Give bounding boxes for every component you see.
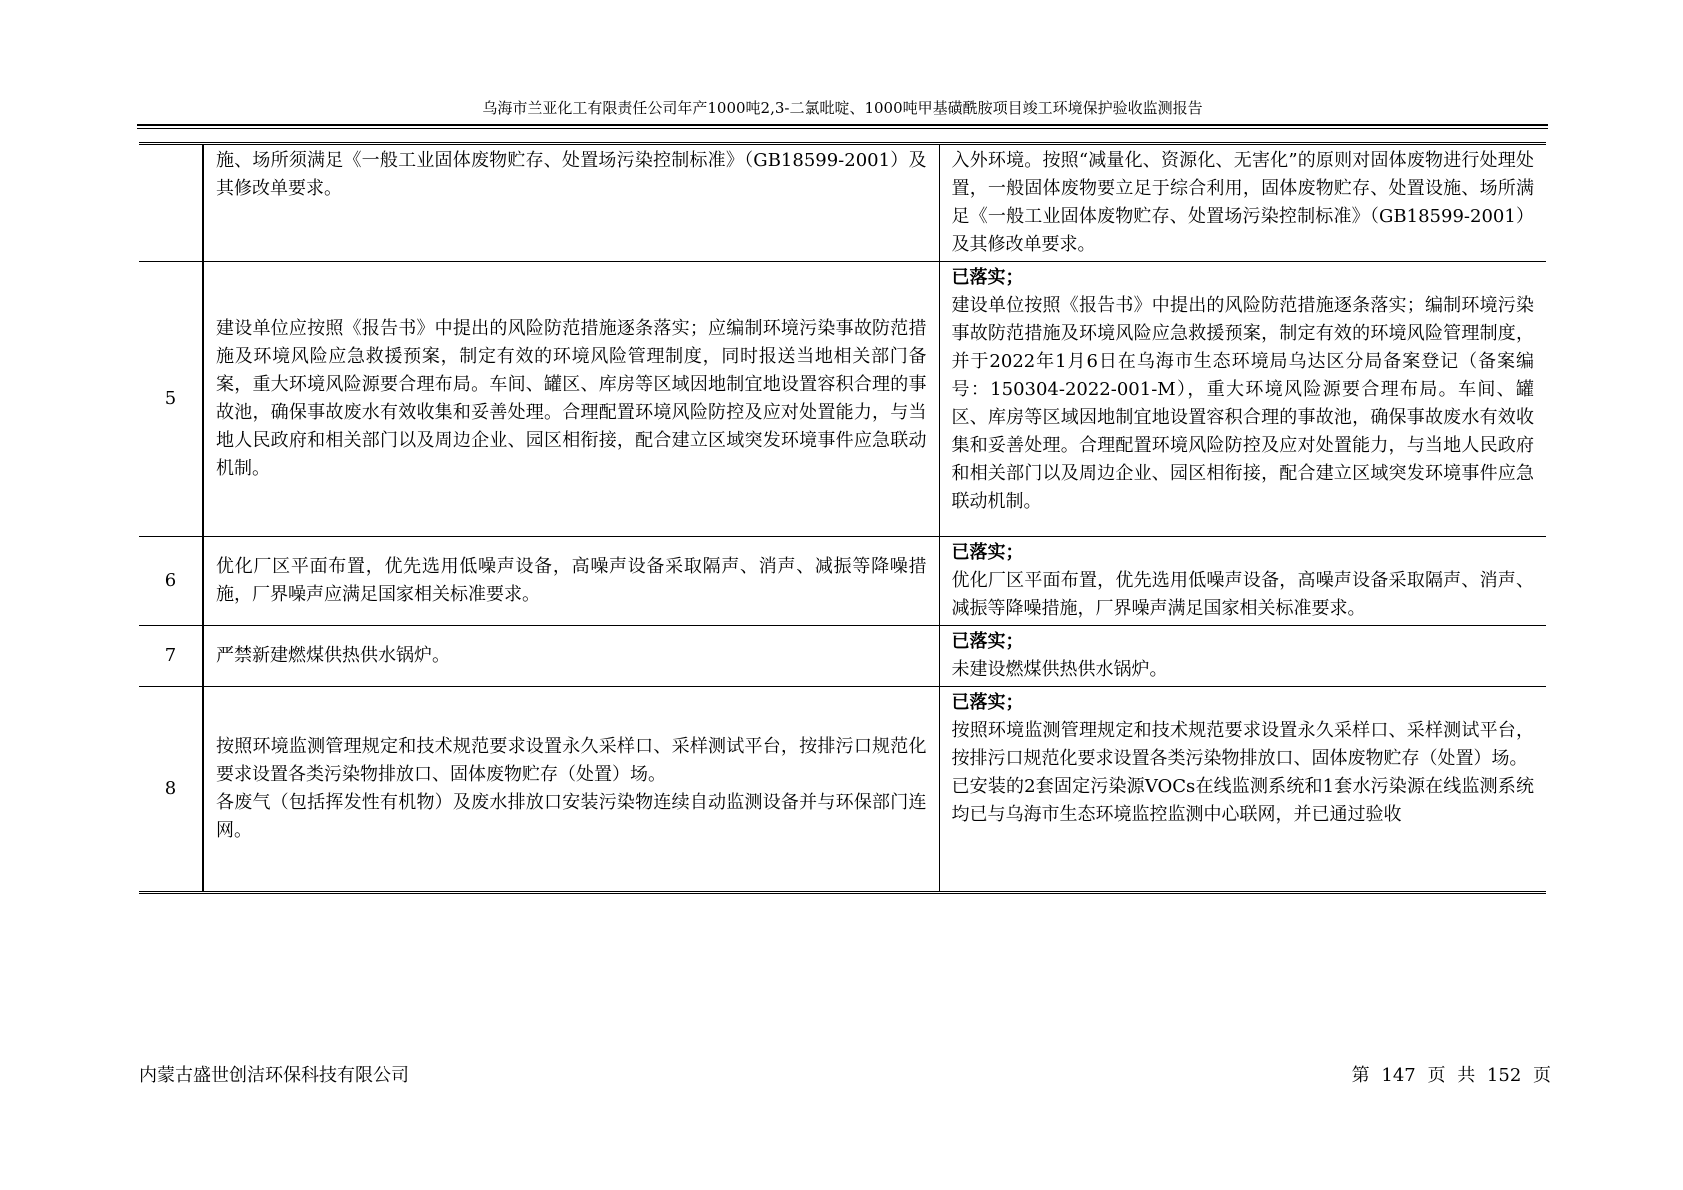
implementation-text: 优化厂区平面布置，优先选用低噪声设备，高噪声设备采取隔声、消声、减振等降噪措施，厂界噪声满足国家相关标准要求。 (951, 570, 1534, 619)
implementation-text: 已安装的2套固定污染源VOCs在线监测系统和1套水污染源在线监测系统均已与乌海市生态环境监控监测中心联网，并已通过验收 (951, 776, 1534, 825)
row-number: 8 (139, 687, 203, 893)
status-label: 已落实； (951, 542, 1024, 563)
row-number: 5 (139, 262, 203, 537)
implementation-cell (939, 537, 1546, 626)
requirement-text: 优化厂区平面布置，优先选用低噪声设备，高噪声设备采取隔声、消声、减振等降噪措施，厂界噪声应满足国家相关标准要求。 (216, 556, 927, 605)
requirement-cell (203, 687, 939, 893)
requirement-cell (203, 626, 939, 687)
table-row (139, 626, 1546, 687)
requirement-text: 按照环境监测管理规定和技术规范要求设置永久采样口、采样测试平台，按排污口规范化要求设置各类污染物排放口、固体废物贮存（处置）场。 (216, 736, 927, 785)
requirement-cell (203, 144, 939, 262)
table-row (139, 687, 1546, 893)
requirement-text: 各废气（包括挥发性有机物）及废水排放口安装污染物连续自动监测设备并与环保部门连网。 (216, 792, 927, 841)
row-number (139, 144, 203, 262)
requirement-text: 严禁新建燃煤供热供水锅炉。 (216, 645, 450, 666)
implementation-text: 建设单位按照《报告书》中提出的风险防范措施逐条落实；编制环境污染事故防范措施及环境风险应急救援预案，制定有效的环境风险管理制度，并于2022年1月6日在乌海市生态环境局乌达区分局备案登记（备案编号：150304-2022-001-M），重大环境风险源要合理布局。车间、罐区、库房等区域因地制宜地设置容积合理的事故池，确保事故废水有效收集和妥善处理。合理配置环境风险防控及应对处置能力，与当地人民政府和相关部门以及周边企业、园区相衔接，配合建立区域突发环境事件应急联动机制。 (951, 295, 1534, 512)
header-rule-thin (137, 128, 1548, 129)
implementation-text: 入外环境。按照“减量化、资源化、无害化”的原则对固体废物进行处理处置，一般固体废物要立足于综合利用，固体废物贮存、处置设施、场所满足《一般工业固体废物贮存、处置场污染控制标准》（GB18599-2001）及其修改单要求。 (951, 150, 1534, 255)
implementation-text: 未建设燃煤供热供水锅炉。 (951, 659, 1168, 680)
requirement-cell (203, 537, 939, 626)
page-header-title: 乌海市兰亚化工有限责任公司年产1000吨2,3-二氯吡啶、1000吨甲基磺酰胺项目竣工环境保护验收监测报告 (482, 99, 1203, 117)
status-label: 已落实； (951, 631, 1024, 652)
requirement-cell (203, 262, 939, 537)
row-number: 7 (139, 626, 203, 687)
requirement-text: 建设单位应按照《报告书》中提出的风险防范措施逐条落实；应编制环境污染事故防范措施及环境风险应急救援预案，制定有效的环境风险管理制度，同时报送当地相关部门备案，重大环境风险源要合理布局。车间、罐区、库房等区域因地制宜地设置容积合理的事故池，确保事故废水有效收集和妥善处理。合理配置环境风险防控及应对处置能力，与当地人民政府和相关部门以及周边企业、园区相衔接，配合建立区域突发环境事件应急联动机制。 (216, 318, 927, 479)
header-rule (137, 124, 1548, 126)
status-label: 已落实； (951, 267, 1024, 288)
implementation-cell (939, 262, 1546, 537)
implementation-cell (939, 626, 1546, 687)
acceptance-table (139, 142, 1546, 894)
implementation-cell (939, 144, 1546, 262)
row-number: 6 (139, 537, 203, 626)
implementation-text: 按照环境监测管理规定和技术规范要求设置永久采样口、采样测试平台，按排污口规范化要求设置各类污染物排放口、固体废物贮存（处置）场。 (951, 720, 1534, 769)
table-row (139, 262, 1546, 537)
status-label: 已落实； (951, 692, 1024, 713)
footer-page-number: 第 147 页 共 152 页 (1351, 1065, 1551, 1086)
table-row (139, 144, 1546, 262)
implementation-cell (939, 687, 1546, 893)
footer-company: 内蒙古盛世创洁环保科技有限公司 (139, 1065, 409, 1086)
table-row (139, 537, 1546, 626)
requirement-text: 施、场所须满足《一般工业固体废物贮存、处置场污染控制标准》（GB18599-2001）及其修改单要求。 (216, 150, 927, 199)
